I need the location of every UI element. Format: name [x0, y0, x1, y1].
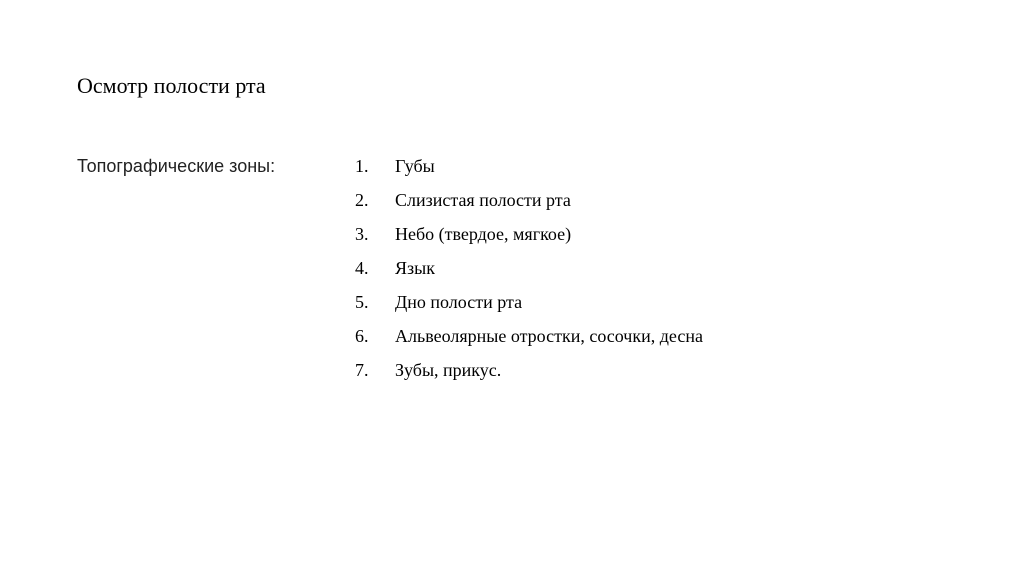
- list-item-text: Небо (твердое, мягкое): [395, 224, 572, 244]
- list-item-text: Язык: [395, 258, 435, 278]
- list-item: [355, 291, 703, 325]
- list-item-text: Альвеолярные отростки, сосочки, десна: [395, 326, 703, 346]
- list-item: [355, 325, 703, 359]
- list-item-text: Дно полости рта: [395, 292, 523, 312]
- list-item-number: 1.: [355, 156, 369, 176]
- list-item-text: Зубы, прикус.: [395, 360, 502, 380]
- list-item-number: 7.: [355, 360, 369, 380]
- list-item-text: Губы: [395, 156, 435, 176]
- list-item-number: 2.: [355, 190, 369, 210]
- list-item-number: 6.: [355, 326, 369, 346]
- list-item-number: 4.: [355, 258, 369, 278]
- list-item-text: Слизистая полости рта: [395, 190, 571, 210]
- list-item: [355, 189, 703, 223]
- zones-list: [355, 155, 703, 393]
- list-item: [355, 359, 703, 393]
- list-item: [355, 223, 703, 257]
- slide-title: Осмотр полости рта: [77, 73, 266, 98]
- list-item: [355, 155, 703, 189]
- list-item: [355, 257, 703, 291]
- topographic-zones-label: Топографические зоны:: [77, 156, 276, 176]
- list-item-number: 5.: [355, 292, 369, 312]
- list-item-number: 3.: [355, 224, 369, 244]
